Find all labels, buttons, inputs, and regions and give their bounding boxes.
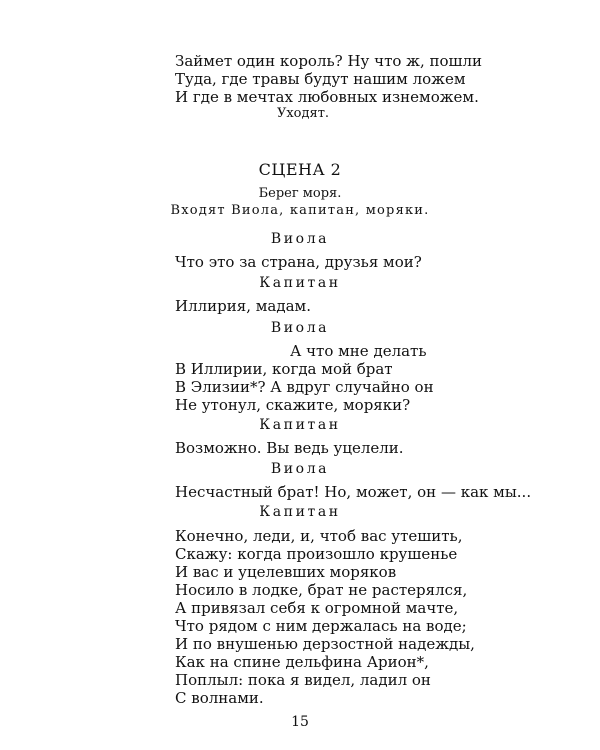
speaker-name: Виола (270, 320, 330, 336)
dialogue-line: И по внушенью дерзостной надежды, (175, 635, 475, 653)
scene-setting: Берег моря. (258, 186, 342, 201)
dialogue-line: Возможно. Вы ведь уцелели. (175, 439, 404, 457)
dialogue-line: Что это за страна, друзья мои? (175, 253, 422, 271)
dialogue-line: В Элизии*? А вдруг случайно он (175, 378, 434, 396)
dialogue-line: И вас и уцелевших моряков (175, 563, 397, 581)
dialogue-line: Не утонул, скажите, моряки? (175, 396, 411, 414)
verse-line: Туда, где травы будут нашим ложем (175, 70, 466, 88)
dialogue-line: А что мне делать (290, 342, 427, 360)
speaker-name: Виола (270, 461, 330, 477)
dialogue-line: А привязал себя к огромной мачте, (175, 599, 459, 617)
dialogue-line: Как на спине дельфина Арион*, (175, 653, 429, 671)
dialogue-line: Поплыл: пока я видел, ладил он (175, 671, 431, 689)
dialogue-line: В Иллирии, когда мой брат (175, 360, 393, 378)
dialogue-line: Носило в лодке, брат не растерялся, (175, 581, 468, 599)
dialogue-line: Что рядом с ним держалась на воде; (175, 617, 467, 635)
dialogue-line: Конечно, леди, и, чтоб вас утешить, (175, 527, 463, 545)
stage-direction-entrance: Входят Виола, капитан, моряки. (170, 203, 430, 218)
dialogue-line: Скажу: когда произошло крушенье (175, 545, 458, 563)
dialogue-line: Иллирия, мадам. (175, 297, 311, 315)
dialogue-line: С волнами. (175, 689, 264, 707)
dialogue-line: Несчастный брат! Но, может, он — как мы... (175, 483, 532, 501)
scene-title: СЦЕНА 2 (258, 160, 342, 179)
verse-line: Займет один король? Ну что ж, пошли (175, 52, 482, 70)
speaker-name: Капитан (259, 417, 341, 433)
speaker-name: Капитан (259, 504, 341, 520)
speaker-name: Виола (270, 231, 330, 247)
speaker-name: Капитан (259, 275, 341, 291)
verse-line: И где в мечтах любовных изнеможем. (175, 88, 479, 106)
page-number: 15 (291, 714, 309, 730)
stage-direction-exit: Уходят. (276, 106, 330, 121)
